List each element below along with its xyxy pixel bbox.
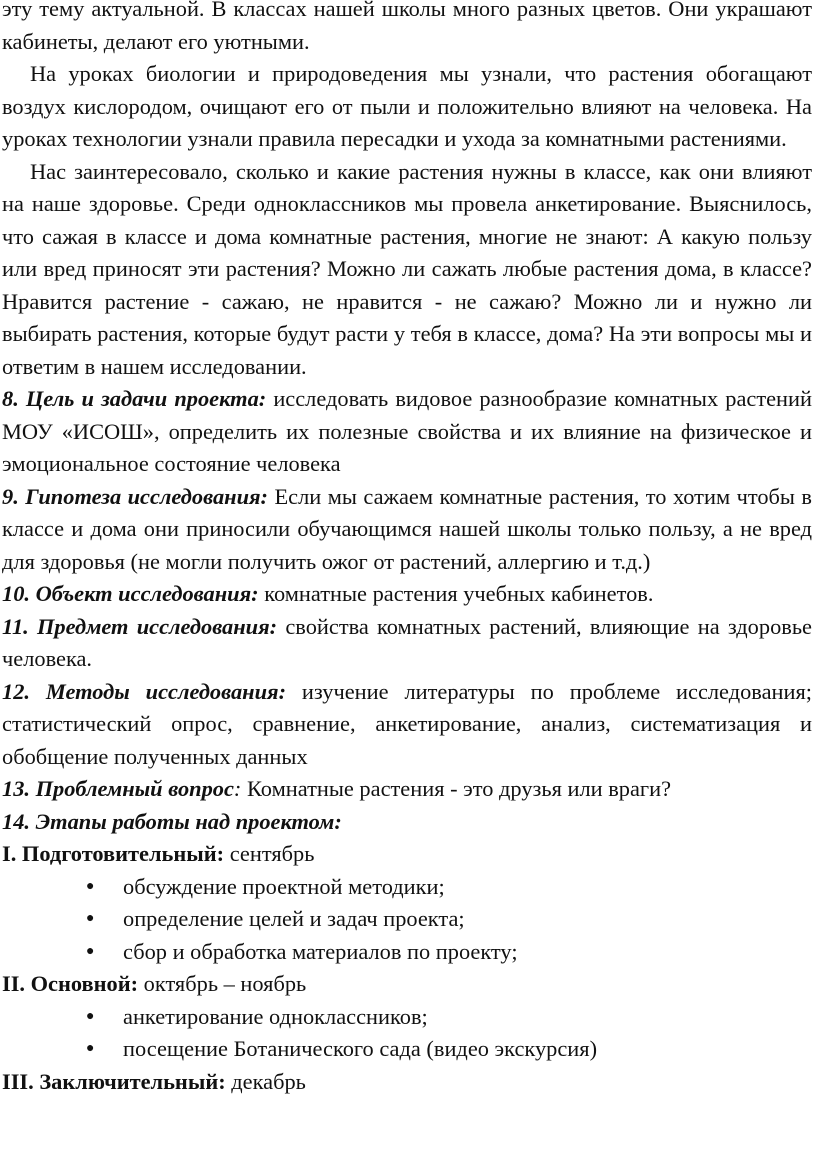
bullet-icon: ● [86,1041,95,1056]
list-item-text: анкетирование одноклассников; [123,1003,428,1029]
section-hypothesis-heading: 9. Гипотеза исследования: [2,483,269,509]
phase-three-period: декабрь [225,1068,306,1094]
bullet-icon: ● [86,1008,95,1024]
section-methods-heading: 12. Методы исследования: [2,678,287,704]
phase-one-label: I. Подготовительный: [2,841,225,866]
list-item [2,903,812,936]
phase-one-list [2,871,812,969]
section-subject-text: свойства комнатных растений, влияющие на здоровье человека. [2,613,812,671]
phase-two-label: II. Основной: [2,971,139,996]
list-item [2,871,812,904]
section-subject-heading: 11. Предмет исследования: [2,613,278,639]
paragraph-intro-end: эту тему актуальной. В классах нашей школы много разных цветов. Они украшают кабинеты, делают его уютными. [2,0,812,54]
section-stages-heading: 14. Этапы работы над проектом: [2,808,342,834]
section-methods-text: изучение литературы по проблеме исследования; статистический опрос, сравнение, анкетирование, анализ, систематизация и обобщение полученных данных [2,678,812,769]
section-problem-heading: 13. Проблемный вопрос [2,776,234,801]
section-hypothesis [2,481,812,579]
list-item-text: определение целей и задач проекта; [123,906,465,931]
list-item [2,1033,812,1066]
section-object [2,578,812,611]
paragraph-lessons: На уроках биологии и природоведения мы узнали, что растения обогащают воздух кислородом, очищают его от пыли и положительно влияют на человека. На уроках технологии узнали правила пересадки и ухода за комнатными растениями. [2,61,812,151]
bullet-icon: ● [86,878,95,894]
phase-three-label: III. Заключительный: [2,1068,226,1094]
section-stages [2,806,812,839]
phase-one [2,838,812,871]
phase-two-list [2,1001,812,1066]
list-item-text: сбор и обработка материалов по проекту; [123,938,518,964]
section-goal-heading: 8. Цель и задачи проекта: [2,386,267,411]
list-item-text: обсуждение проектной методики; [123,873,445,899]
section-methods [2,676,812,774]
phase-three [2,1066,812,1099]
section-object-heading: 10. Объект исследования: [2,581,259,606]
bullet-icon: ● [86,911,95,926]
section-subject [2,611,812,676]
section-problem-text: Комнатные растения - это друзья или враги? [241,776,672,801]
section-object-text: комнатные растения учебных кабинетов. [258,581,654,606]
section-goal [2,383,812,481]
list-item-text: посещение Ботанического сада (видео экскурсия) [123,1036,598,1061]
section-hypothesis-text: Если мы сажаем комнатные растения, то хотим чтобы в классе и дома они приносили обучающимся нашей школы только пользу, а не вред для здоровья (не могли получить ожог от растений, аллергию и т.д.) [2,483,812,574]
paragraph-interest: Нас заинтересовало, сколько и какие растения нужны в классе, как они влияют на наше здоровье. Среди одноклассников мы провела анкетирование. Выяснилось, что сажая в классе и дома комнатные растения, многие не знают: А какую пользу или вред приносят эти растения? Можно ли сажать любые растения дома, в классе? Нравится растение - сажаю, не нравится - не сажаю? Можно ли и нужно ли выбирать растения, которые будут расти у тебя в классе, дома? На эти вопросы мы и ответим в нашем исследовании. [2,158,812,379]
bullet-icon: ● [86,943,95,959]
phase-one-period: сентябрь [224,841,315,866]
list-item [2,1001,812,1034]
section-problem-colon: : [233,776,242,801]
list-item [2,936,812,969]
section-goal-text: исследовать видовое разнообразие комнатных растений МОУ «ИСОШ», определить их полезные свойства и их влияние на физическое и эмоциональное состояние человека [2,386,812,476]
section-problem [2,773,812,806]
phase-two [2,968,812,1001]
phase-two-period: октябрь – ноябрь [138,971,307,996]
